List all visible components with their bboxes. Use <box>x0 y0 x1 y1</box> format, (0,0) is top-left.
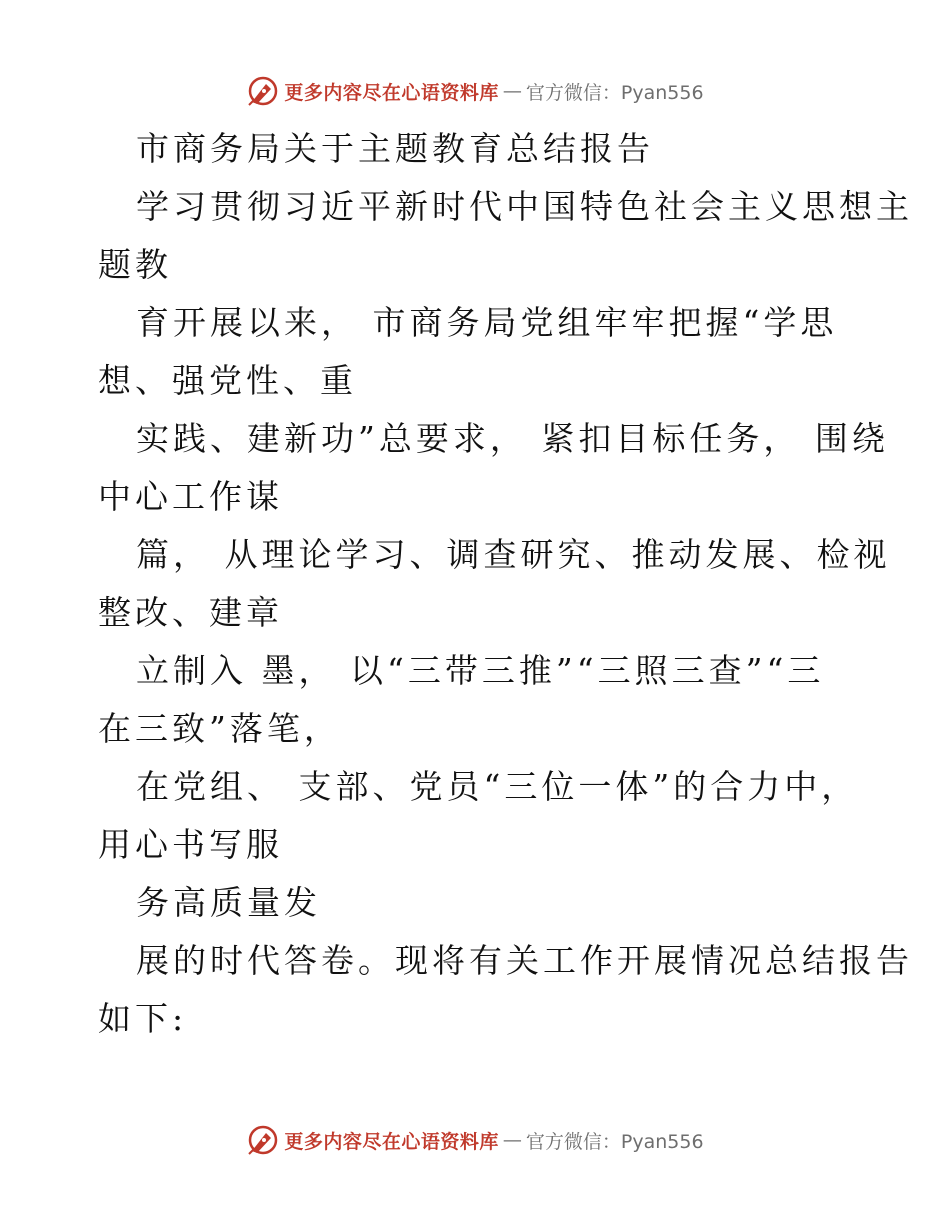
paragraph-line: 如下: <box>98 999 188 1038</box>
watermark-brand-text: 更多内容尽在心语资料库 <box>284 1130 499 1153</box>
paragraph-line: 整改、建章 <box>98 593 283 632</box>
paragraph-line: 立制入 墨， 以“三带三推”“三照三查”“三 <box>136 651 825 690</box>
paragraph-line: 育开展以来， 市商务局党组牢牢把握“学思 <box>136 303 838 342</box>
paragraph-line: 篇， 从理论学习、调查研究、推动发展、检视 <box>136 535 891 574</box>
document-title: 市商务局关于主题教育总结报告 <box>136 129 654 168</box>
footer-watermark <box>0 1120 950 1160</box>
paragraph-line: 展的时代答卷。现将有关工作开展情况总结报告 <box>136 941 913 980</box>
paragraph-line: 题教 <box>98 245 172 284</box>
paragraph-line: 在三致”落笔， <box>98 709 341 748</box>
paragraph-line: 实践、建新功”总要求， 紧扣目标任务， 围绕 <box>136 419 889 458</box>
watermark-contact-text: 官方微信：Pyan556 <box>525 1130 704 1153</box>
watermark-brand-text: 更多内容尽在心语资料库 <box>284 81 499 104</box>
header-watermark <box>0 71 950 111</box>
paragraph-line: 中心工作谋 <box>98 477 283 516</box>
pen-nib-logo-icon <box>246 1123 280 1157</box>
watermark-contact-text: 官方微信：Pyan556 <box>525 81 704 104</box>
document-body <box>98 120 913 1048</box>
watermark-separator: — <box>502 80 522 102</box>
pen-nib-logo-icon <box>246 74 280 108</box>
paragraph-line: 务高质量发 <box>136 883 321 922</box>
paragraph-line: 在党组、 支部、党员“三位一体”的合力中， <box>136 767 859 806</box>
paragraph-line: 用心书写服 <box>98 825 283 864</box>
watermark-separator: — <box>502 1129 522 1151</box>
paragraph-line: 想、强党性、重 <box>98 361 357 400</box>
paragraph-line: 学习贯彻习近平新时代中国特色社会主义思想主 <box>136 187 913 226</box>
